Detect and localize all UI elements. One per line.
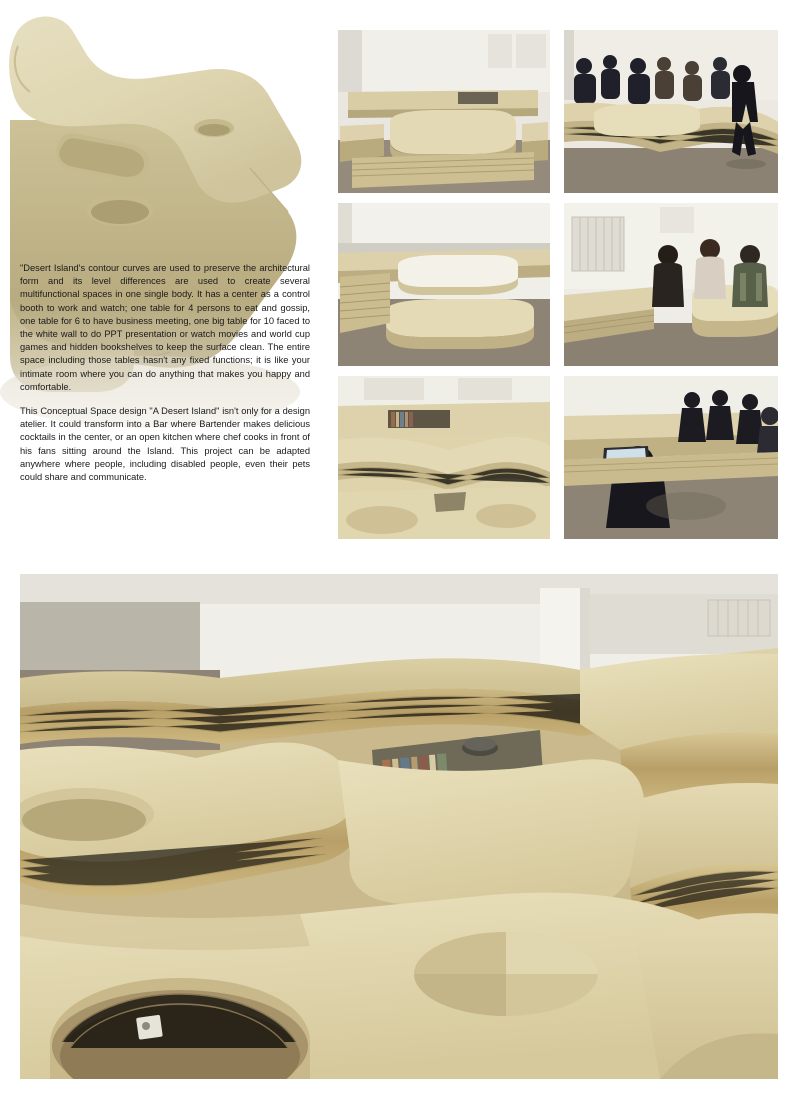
description-paragraph-2: This Conceptual Space design "A Desert Island" isn't only for a design atelier. It could transform into a Bar where Bartender makes delicious cocktails in the center, or an open kitchen where chef cooks in front of his fans sitting around the Island. This project can be adapted anywhere where people, including disabled people, even their pets could share and communicate. — [20, 406, 310, 483]
photo-long-table — [338, 203, 550, 366]
photo-hero-island-image — [20, 574, 778, 1079]
description-paragraph-1: "Desert Island's contour curves are used to preserve the architectural form and its level differences are used to create several multifunctional spaces in one single body. It has a center as a control booth to work and watch; one table for 4 persons to eat and gossip, one table for 6 to have business meeting, one big table for 10 faced to the white wall to do PPT presentation or watch movies and world cup games and hidden bookshelves to keep the surface clean. The entire space including those tables hasn't any fixed functions; it is like your intimate room where you can do anything that makes you happy and comfortable. — [20, 263, 310, 392]
photo-long-table-image — [338, 203, 550, 366]
photo-meeting-three — [564, 203, 778, 366]
photo-people-walking-image — [564, 30, 778, 193]
photo-laptop-group — [564, 376, 778, 539]
photo-table-detail — [338, 376, 550, 539]
photo-people-walking — [564, 30, 778, 193]
photo-hero-island — [20, 574, 778, 1079]
photo-interior-overview — [338, 30, 550, 193]
photo-meeting-three-image — [564, 203, 778, 366]
photo-table-detail-image — [338, 376, 550, 539]
photo-laptop-group-image — [564, 376, 778, 539]
photo-interior-overview-image — [338, 30, 550, 193]
photo-grid — [338, 30, 778, 540]
description-text — [20, 262, 310, 484]
